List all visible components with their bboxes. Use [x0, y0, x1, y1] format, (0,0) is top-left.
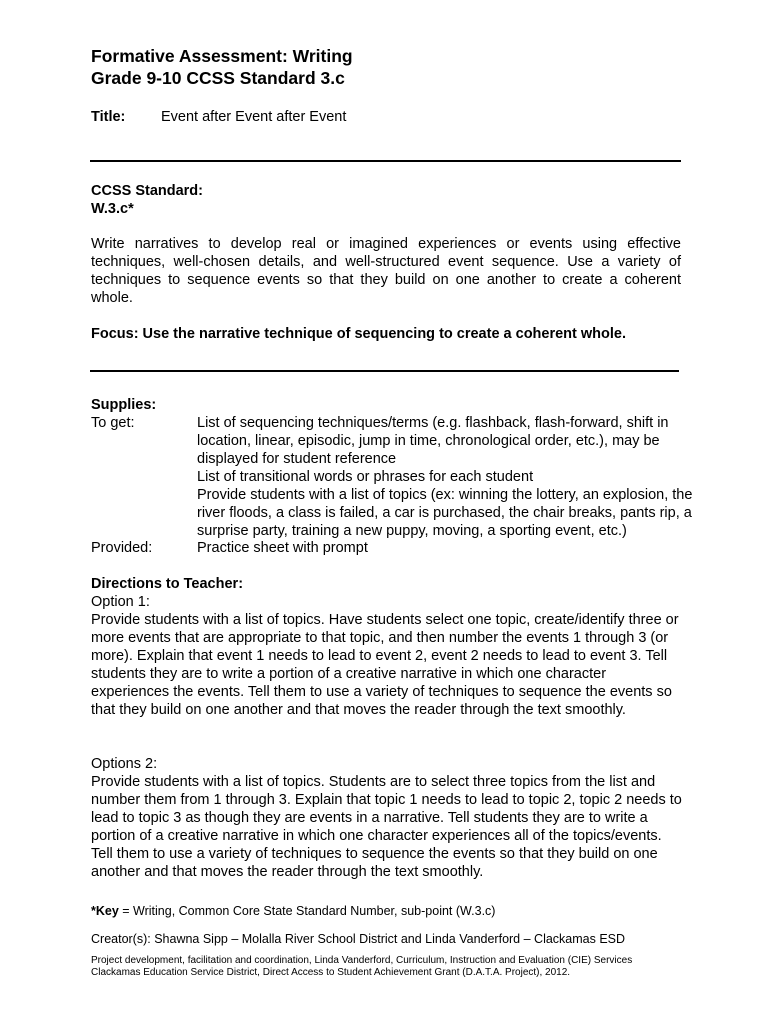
key-text: = Writing, Common Core State Standard Number, sub-point (W.3.c)	[118, 904, 496, 918]
option1-text: Provide students with a list of topics. Have students select one topic, create/identify three or more events that are appropriate to that topic, and then number the events 1 through 3 (or more). Explain that event 1 needs to lead to event 2, event 2 needs to lead to event 3. Tell students they are to write a portion of a creative narrative in which one character experiences the events. Tell them to use a variety of techniques to sequence the events so that they build on one another and that moves the reader through the text smoothly.	[91, 612, 679, 718]
document-subtitle: Grade 9-10 CCSS Standard 3.c	[91, 68, 345, 88]
to-get-list	[197, 414, 701, 540]
supplies-heading: Supplies:	[91, 397, 157, 413]
provided-label: Provided:	[91, 540, 153, 556]
option1-label: Option 1:	[91, 594, 150, 610]
key-note	[91, 903, 495, 919]
divider-middle	[90, 370, 679, 372]
divider-top	[90, 160, 681, 162]
document-title: Formative Assessment: Writing	[91, 46, 353, 66]
to-get-item: Provide students with a list of topics (ex: winning the lottery, an explosion, the river floods, a class is failed, a car is purchased, the chair breaks, pants rip, a surprise party, training a new puppy, moving, a sporting event, etc.)	[197, 487, 693, 539]
credit-line-2: Clackamas Education Service District, Direct Access to Student Achievement Grant (D.A.T.A. Project), 2012.	[91, 967, 571, 978]
option2-text: Provide students with a list of topics. Students are to select three topics from the list and number them from 1 through 3. Explain that topic 1 needs to lead to topic 2, topic 2 needs to lead to topic 3 as though they are events in a narrative. Tell students they are to write a portion of a creative narrative in which one character experiences all of the topics/events. Tell them to use a variety of techniques to sequence the events so that they build on one another and that moves the reader through the text smoothly.	[91, 774, 682, 880]
option2-label: Options 2:	[91, 756, 158, 772]
to-get-item: List of sequencing techniques/terms (e.g. flashback, flash-forward, shift in location, linear, episodic, jump in time, chronological order, etc.), may be displayed for student reference	[197, 415, 669, 467]
standard-code: W.3.c*	[91, 201, 134, 217]
creators-line: Creator(s): Shawna Sipp – Molalla River School District and Linda Vanderford – Clackamas ESD	[91, 932, 626, 946]
to-get-item: List of transitional words or phrases for each student	[197, 469, 534, 485]
directions-heading: Directions to Teacher:	[91, 576, 244, 592]
focus-statement: Focus: Use the narrative technique of sequencing to create a coherent whole.	[91, 326, 627, 342]
title-value: Event after Event after Event	[161, 109, 347, 125]
key-label: *Key	[91, 904, 119, 918]
standard-heading: CCSS Standard:	[91, 183, 203, 199]
credit-line-1: Project development, facilitation and coordination, Linda Vanderford, Curriculum, Instruction and Evaluation (CIE) Services	[91, 955, 633, 966]
provided-value: Practice sheet with prompt	[197, 540, 368, 556]
standard-body: Write narratives to develop real or imagined experiences or events using effective techniques, well-chosen details, and well-structured event sequence. Use a variety of techniques to sequence events so that they build on one another to create a coherent whole.	[91, 236, 681, 306]
title-label: Title:	[91, 109, 126, 125]
to-get-label: To get:	[91, 415, 135, 431]
